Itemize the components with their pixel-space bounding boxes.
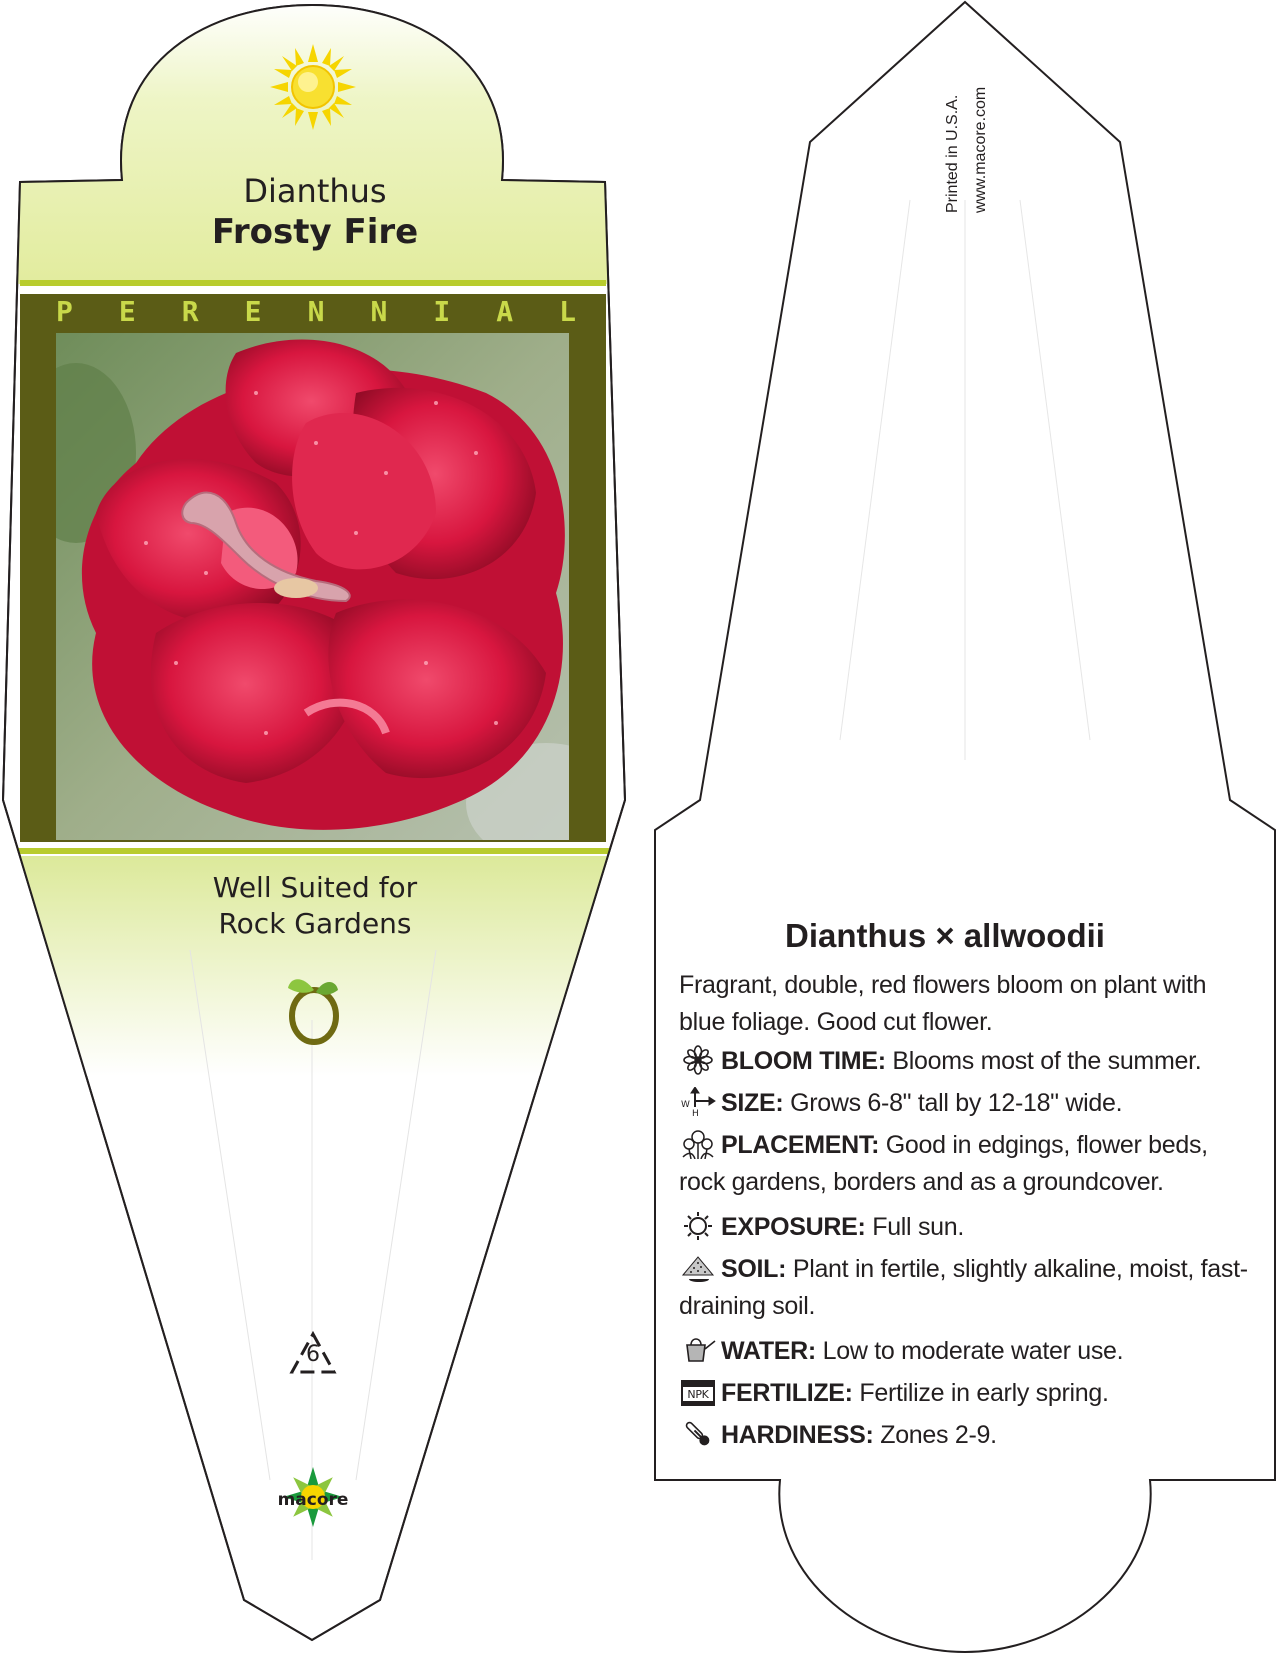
care-label: EXPOSURE: bbox=[721, 1213, 866, 1241]
soil-icon bbox=[679, 1253, 717, 1283]
care-label: HARDINESS: bbox=[721, 1421, 874, 1449]
species-name: Dianthus × allwoodii bbox=[785, 917, 1105, 954]
npk-icon bbox=[679, 1377, 717, 1407]
flower-photo bbox=[56, 333, 569, 840]
category-letter: R bbox=[181, 295, 199, 328]
care-label: PLACEMENT: bbox=[721, 1131, 880, 1159]
care-row-hardiness bbox=[679, 1417, 1249, 1454]
care-text: Zones 2-9. bbox=[880, 1421, 997, 1449]
size-icon bbox=[679, 1087, 717, 1117]
flower-icon bbox=[679, 1045, 717, 1075]
plant-cultivar-title: Frosty Fire bbox=[211, 212, 419, 252]
category-letter: I bbox=[433, 295, 451, 328]
care-row-bloom-time bbox=[679, 1043, 1249, 1080]
feature-line: Well Suited for bbox=[212, 871, 418, 904]
npk-icon-text: NPK bbox=[687, 1388, 709, 1401]
care-label: BLOOM TIME: bbox=[721, 1047, 886, 1075]
care-text: Blooms most of the summer. bbox=[892, 1047, 1202, 1075]
printed-in-text: Printed in U.S.A. bbox=[944, 94, 961, 213]
plant-genus-title: Dianthus bbox=[243, 172, 387, 210]
care-row-placement bbox=[679, 1127, 1249, 1201]
care-row-soil bbox=[679, 1251, 1249, 1325]
sun-icon bbox=[270, 44, 356, 130]
svg-text:H: H bbox=[692, 1109, 699, 1117]
sun-icon bbox=[679, 1211, 717, 1241]
category-letter: N bbox=[370, 295, 388, 328]
care-row-size bbox=[679, 1085, 1249, 1122]
feature-text bbox=[150, 870, 480, 942]
brand-name: macore bbox=[277, 1490, 349, 1510]
care-label: SIZE: bbox=[721, 1089, 784, 1117]
care-row-water bbox=[679, 1333, 1249, 1370]
category-letter: E bbox=[244, 295, 262, 328]
category-letter: E bbox=[118, 295, 136, 328]
placement-icon bbox=[679, 1129, 717, 1159]
feature-line: Rock Gardens bbox=[218, 907, 412, 940]
category-letter: N bbox=[307, 295, 325, 328]
plant-description: Fragrant, double, red flowers bloom on plant with blue foliage. Good cut flower. bbox=[679, 971, 1207, 1036]
category-letter: P bbox=[56, 295, 73, 328]
care-text: Full sun. bbox=[872, 1213, 965, 1241]
category-letter: L bbox=[559, 295, 576, 328]
care-row-fertilize bbox=[679, 1375, 1249, 1412]
category-label bbox=[56, 296, 576, 328]
thermometer-icon bbox=[679, 1419, 717, 1449]
website-text: www.macore.com bbox=[972, 86, 989, 213]
care-text: Fertilize in early spring. bbox=[859, 1379, 1109, 1407]
care-text: Plant in fertile, slightly alkaline, moist, fast-draining soil. bbox=[679, 1255, 1248, 1320]
care-label: FERTILIZE: bbox=[721, 1379, 853, 1407]
care-label: WATER: bbox=[721, 1337, 816, 1365]
care-text: Good in edgings, flower beds, rock gardens, borders and as a groundcover. bbox=[679, 1131, 1208, 1196]
svg-text:W: W bbox=[681, 1100, 690, 1110]
leaf-emblem-icon bbox=[284, 968, 344, 1048]
care-text: Low to moderate water use. bbox=[822, 1337, 1124, 1365]
care-row-exposure bbox=[679, 1209, 1249, 1246]
care-label: SOIL: bbox=[721, 1255, 787, 1283]
care-text: Grows 6-8" tall by 12-18" wide. bbox=[790, 1089, 1123, 1117]
watering-can-icon bbox=[679, 1335, 717, 1365]
recycle-number: 6 bbox=[306, 1342, 320, 1367]
category-letter: A bbox=[496, 295, 514, 328]
